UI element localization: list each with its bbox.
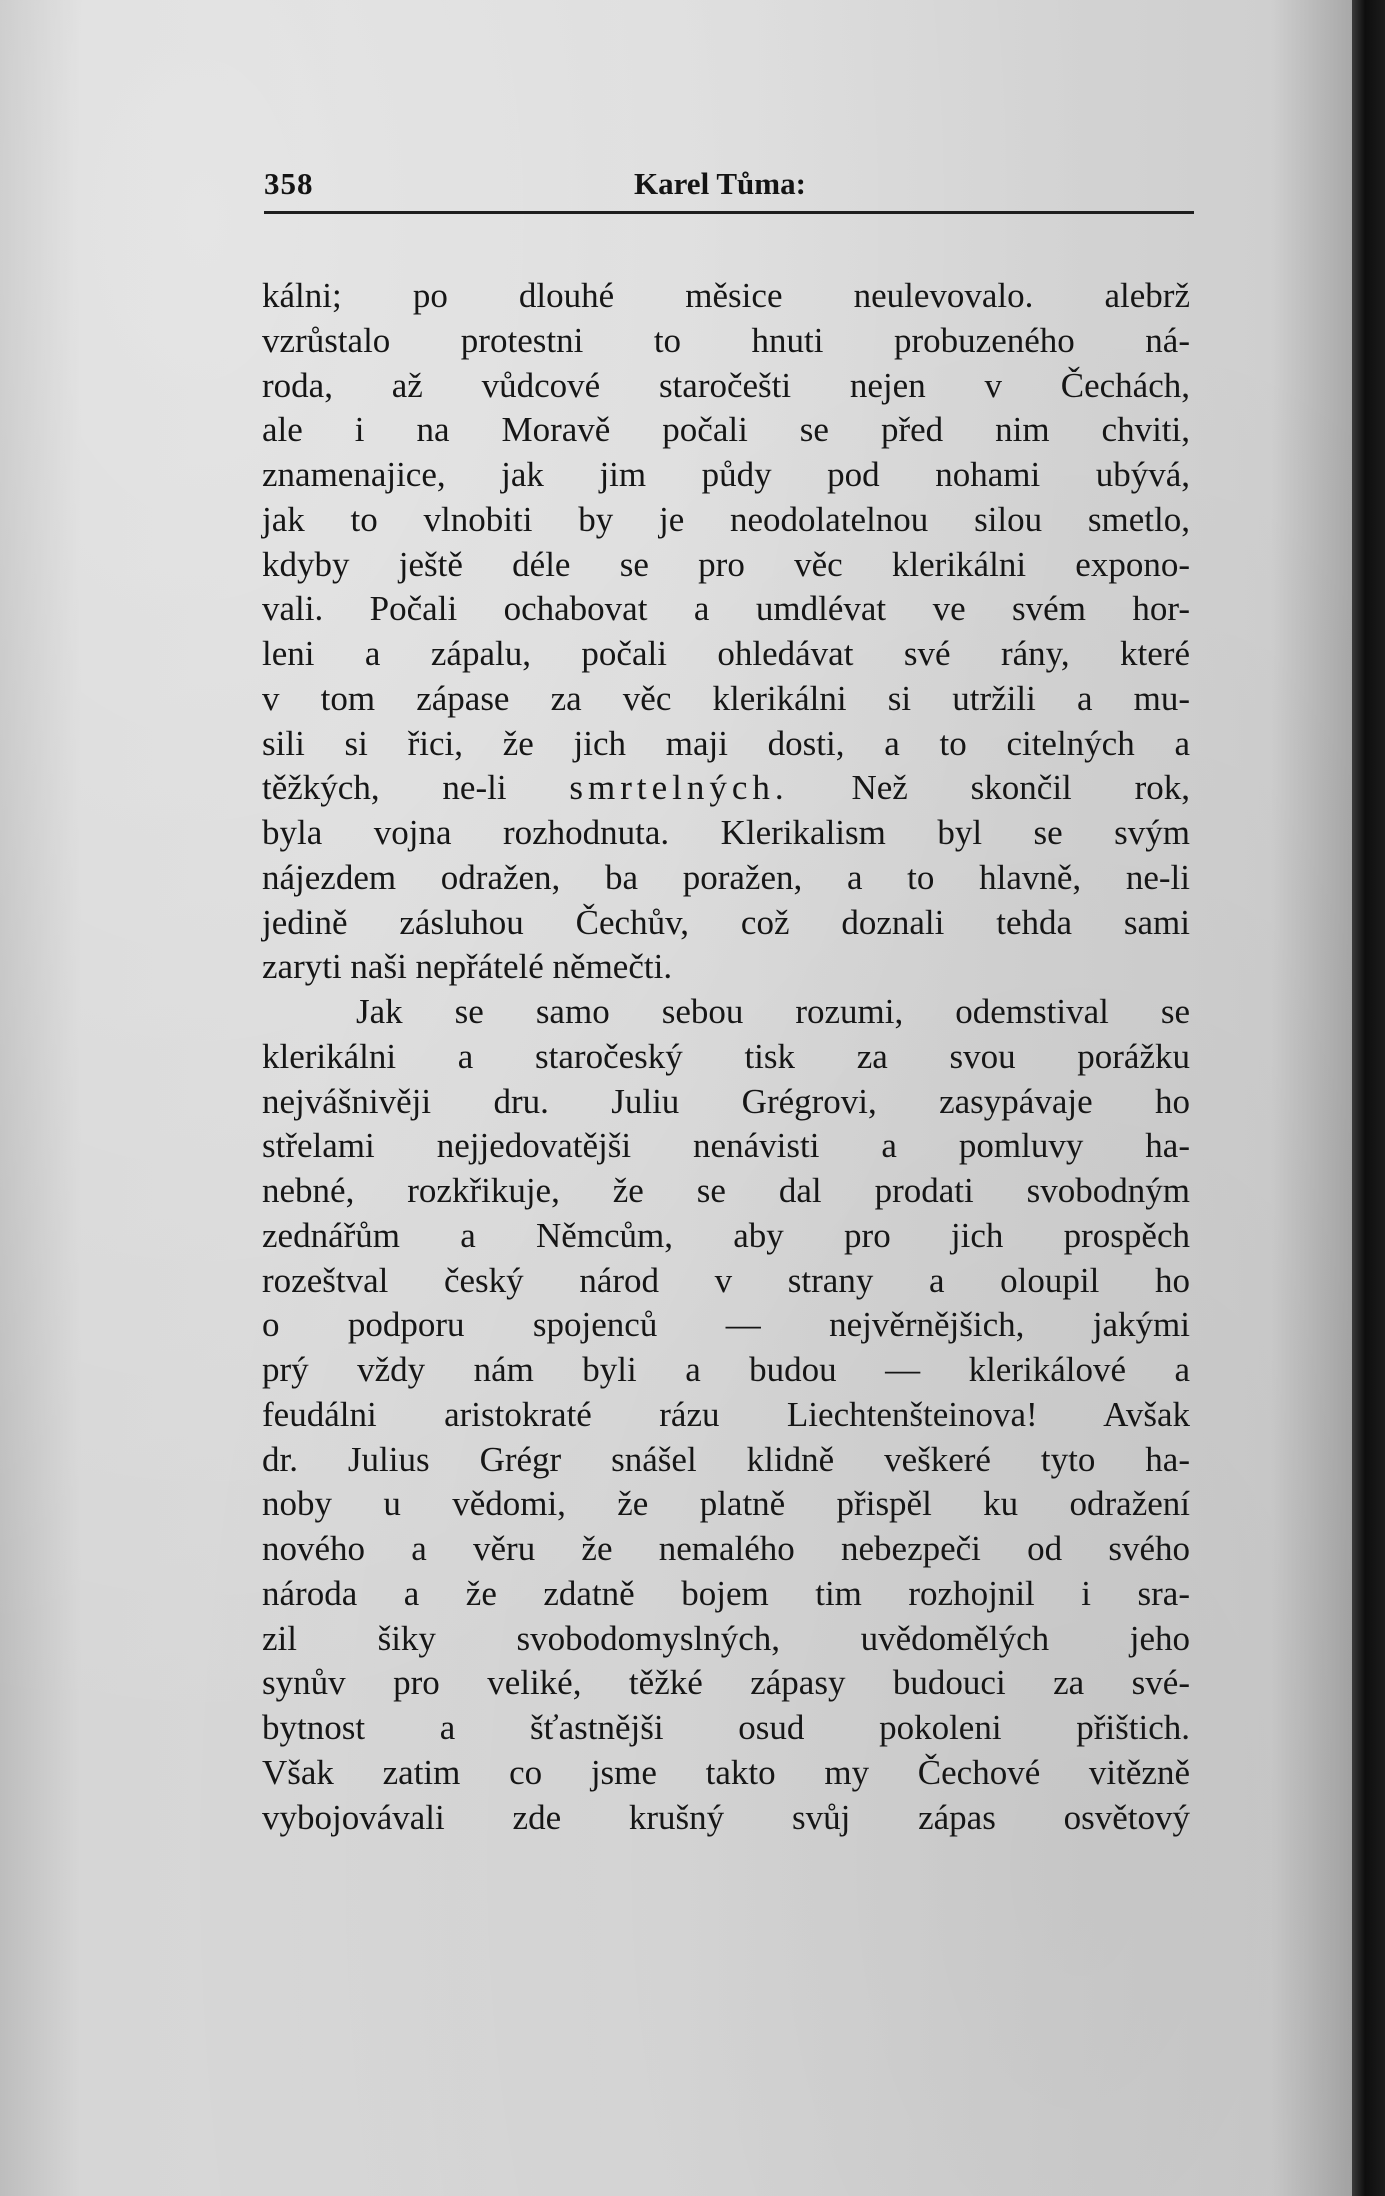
page-header — [264, 166, 1194, 214]
text-line: o podporu spojenců — nejvěrnějšich, jakými — [262, 1305, 1190, 1345]
text-line: byla vojna rozhodnuta. Klerikalism byl se svým — [262, 813, 1190, 852]
text-line: nejvášnivěji dru. Juliu Grégrovi, zasypávaje ho — [262, 1081, 1190, 1121]
text-line: zaryti naši nepřátelé němečti. — [262, 947, 673, 987]
spaced-emphasis: smrtelných. — [569, 768, 789, 808]
text-line: feudálni aristokraté rázu Liechtenšteinova! Avšak — [262, 1394, 1190, 1434]
text-line: synův pro veliké, těžké zápasy budouci za své- — [262, 1663, 1190, 1703]
header-rule — [264, 211, 1194, 214]
text-line-emphasis — [262, 766, 1190, 811]
text-line: leni a zápalu, počali ohledávat své rány, které — [262, 634, 1190, 673]
text-line: znamenajice, jak jim půdy pod nohami ubývá, — [262, 455, 1190, 494]
text-fragment: těžkých, ne-li — [262, 768, 507, 808]
text-line: nového a věru že nemalého nebezpeči od svého — [262, 1529, 1190, 1568]
text-line: Však zatim co jsme takto my Čechové vitězně — [262, 1752, 1190, 1792]
text-line: v tom zápase za věc klerikálni si utržili a mu- — [262, 678, 1190, 718]
body-text — [262, 274, 1190, 1840]
text-line: nebné, rozkřikuje, že se dal prodati svobodným — [262, 1171, 1190, 1210]
book-spine-edge — [1352, 0, 1385, 2196]
running-head: Karel Tůma: — [634, 166, 806, 201]
text-line: vali. Počali ochabovat a umdlévat ve svém hor- — [262, 589, 1190, 629]
text-line: ale i na Moravě počali se před nim chviti, — [262, 410, 1190, 450]
text-line: klerikálni a staročeský tisk za svou porážku — [262, 1036, 1190, 1076]
text-line: rozeštval český národ v strany a oloupil ho — [262, 1260, 1190, 1300]
text-line: sili si řici, že jich maji dosti, a to citelných a — [262, 723, 1190, 763]
text-line: jedině zásluhou Čechův, což doznali tehda sami — [262, 902, 1190, 942]
text-line: nájezdem odražen, ba poražen, a to hlavně, ne-li — [262, 857, 1190, 897]
text-line: bytnost a šťastnějši osud pokoleni přištich. — [262, 1708, 1190, 1747]
text-line: noby u vědomi, že platně přispěl ku odražení — [262, 1484, 1190, 1524]
text-line: prý vždy nám byli a budou — klerikálové a — [262, 1350, 1190, 1389]
text-line: vybojovávali zde krušný svůj zápas osvětový — [262, 1797, 1190, 1837]
text-line: vzrůstalo protestni to hnuti probuzeného ná- — [262, 320, 1190, 360]
text-line: národa a že zdatně bojem tim rozhojnil i sra- — [262, 1573, 1190, 1613]
text-line: kdyby ještě déle se pro věc klerikálni expono- — [262, 544, 1190, 584]
text-fragment: Než skončil rok, — [851, 768, 1190, 808]
text-line: zil šiky svobodomyslných, uvědomělých jeho — [262, 1618, 1190, 1658]
text-line: jak to vlnobiti by je neodolatelnou silou smetlo, — [262, 499, 1190, 539]
paragraph-start: Jak se samo sebou rozumi, odemstival se — [356, 992, 1190, 1031]
text-line: zednářům a Němcům, aby pro jich prospěch — [262, 1215, 1190, 1255]
page-number: 358 — [264, 166, 314, 201]
text-line: dr. Julius Grégr snášel klidně veškeré tyto ha- — [262, 1439, 1190, 1479]
text-line: střelami nejjedovatějši nenávisti a pomluvy ha- — [262, 1126, 1190, 1166]
text-line: kálni; po dlouhé měsice neulevovalo. alebrž — [262, 276, 1190, 315]
text-line: roda, až vůdcové staročešti nejen v Čechách, — [262, 365, 1190, 405]
